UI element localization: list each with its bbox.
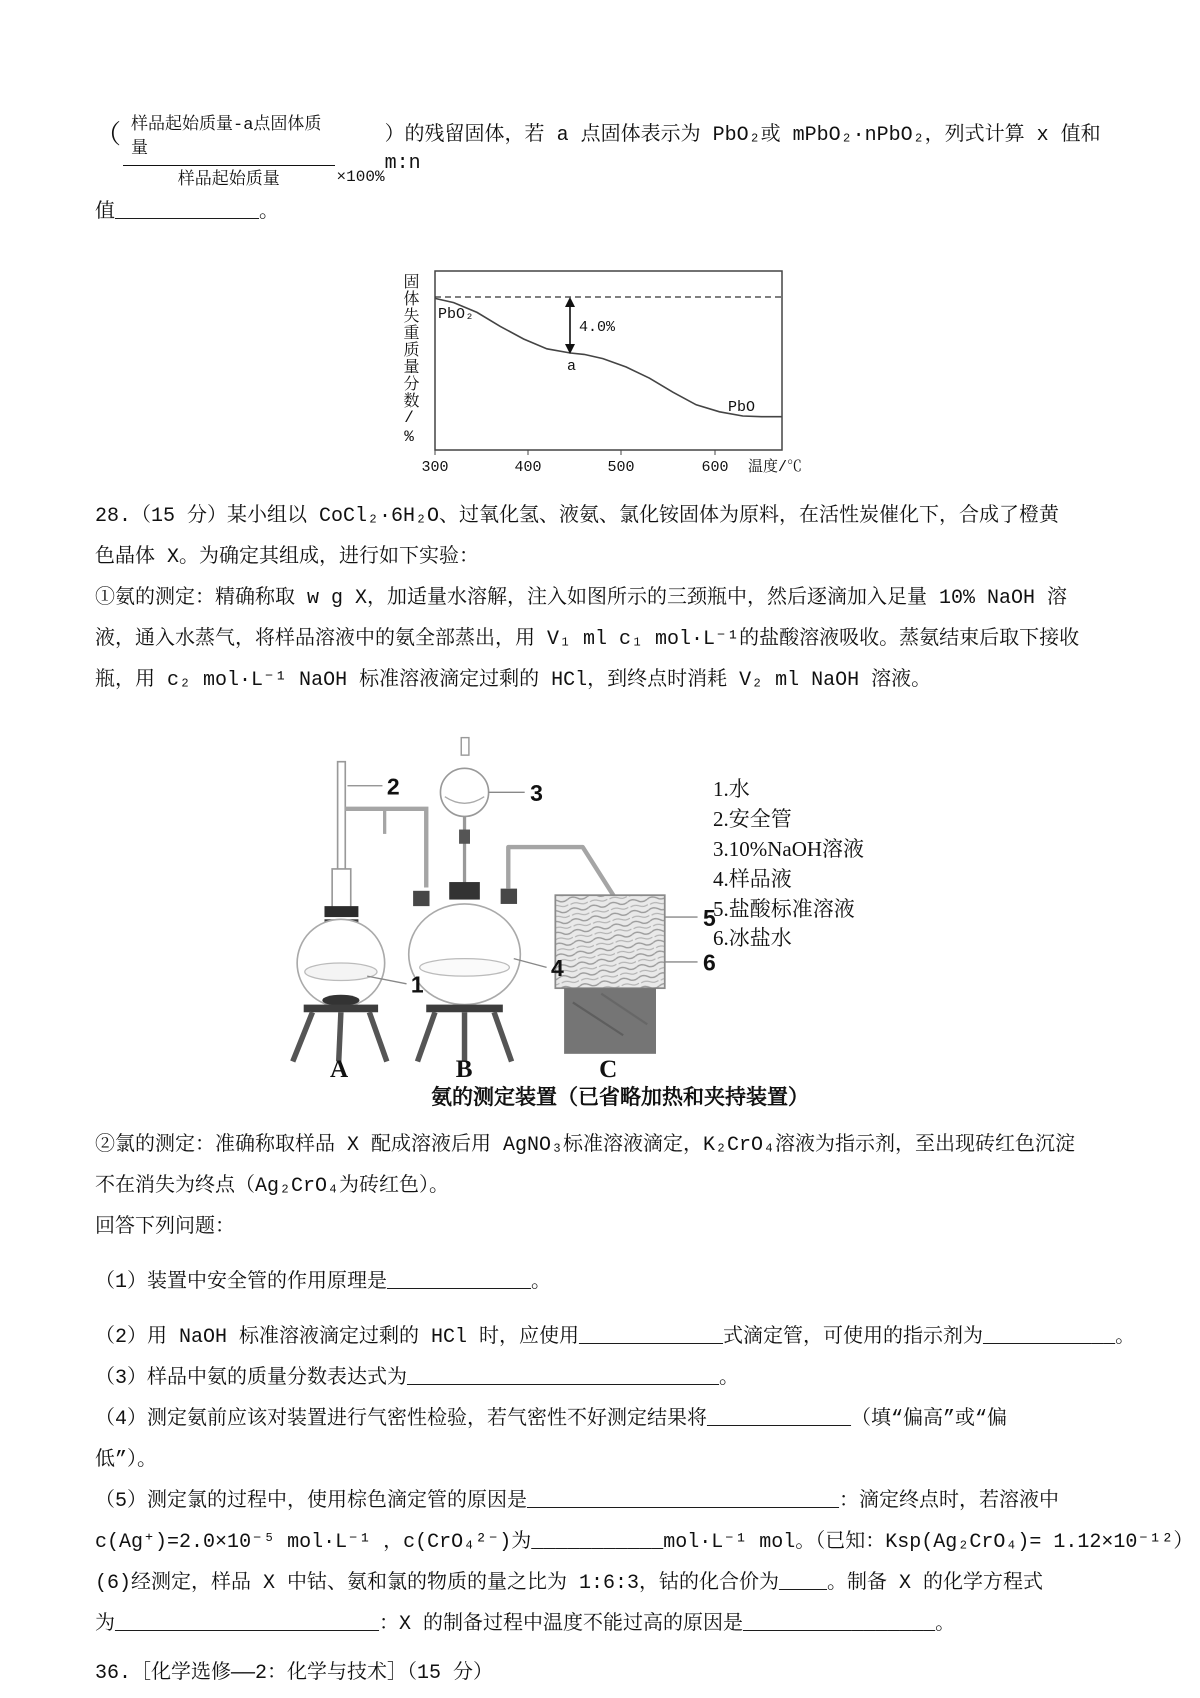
x-tick-600: 600 <box>701 459 729 477</box>
legend-item-5: 5.盐酸标准溶液 <box>713 896 855 921</box>
figure-legend <box>713 775 864 954</box>
funnel-top-tube <box>461 738 469 756</box>
pbo-label: PbO <box>728 399 756 417</box>
legend-item-1: 1.水 <box>713 777 750 802</box>
question-2: （2）用 NaOH 标准溶液滴定过剩的 HCl 时，应使用____________式滴定管，可使用的指示剂为___________。 <box>95 1326 1136 1350</box>
flask-B-center-stopper <box>449 882 480 900</box>
tripod-A-leg-mid <box>339 1013 341 1062</box>
legend-item-2: 2.安全管 <box>713 807 792 832</box>
flask-B-left-stopper <box>413 891 429 906</box>
x-tick-300: 300 <box>421 459 449 477</box>
flask-B-right-stopper <box>501 889 517 904</box>
x-tick-500: 500 <box>607 459 635 477</box>
chart-y-axis-label: 固体失重质量分数/% <box>400 273 418 448</box>
flask-B-body <box>409 904 521 1005</box>
formula-open-paren: （ <box>95 121 122 151</box>
q28-line1: 28.（15 分）某小组以 CoCl₂·6H₂O、过氧化氢、液氨、氯化铵固体为原料，在活性炭催化下，合成了橙黄 <box>95 505 1060 529</box>
question-6-line2: 为______________________：X 的制备过程中温度不能过高的原因是________________。 <box>95 1613 956 1637</box>
flask-A-water <box>305 963 377 981</box>
part-label-A: A <box>329 1056 349 1084</box>
fill-blank-value-line: 值____________。 <box>95 201 280 225</box>
safety-tube <box>338 762 346 871</box>
apparatus-figure <box>255 707 1108 1084</box>
legend-item-6: 6.冰盐水 <box>713 926 792 951</box>
callout-5: 5 <box>703 905 716 932</box>
q28-step1-line2: 液，通入水蒸气，将样品溶液中的氨全部蒸出，用 V₁ ml c₁ mol·L⁻¹的盐酸溶液吸收。蒸氨结束后取下接收 <box>95 628 1080 652</box>
figure-caption: 氨的测定装置（已省略加热和夹持装置） <box>431 1086 809 1110</box>
step2-line2: 不在消失为终点（Ag₂CrO₄为砖红色）。 <box>95 1175 450 1199</box>
part-label-C: C <box>599 1056 618 1084</box>
weight-loss-chart <box>390 243 870 488</box>
q28-line2: 色晶体 X。为确定其组成，进行如下实验： <box>95 546 480 570</box>
mass-loss-formula <box>95 112 1108 192</box>
tripod-B-leg-right <box>494 1013 512 1062</box>
callout-2: 2 <box>386 773 400 800</box>
tripod-B-top <box>426 1005 503 1013</box>
callout-4: 4 <box>550 955 564 982</box>
beaker-C-ice-bath <box>555 896 664 989</box>
funnel-stopcock <box>459 830 470 844</box>
fraction-numerator: 样品起始质量-a点固体质量 <box>123 112 335 166</box>
question-6-line1: (6)经测定，样品 X 中钴、氨和氯的物质的量之比为 1:6:3，钴的化合价为____。制备 X 的化学方程式 <box>95 1572 1044 1596</box>
question-4-line2: 低”）。 <box>95 1449 158 1473</box>
part-label-B: B <box>455 1056 473 1084</box>
tripod-A-leg-left <box>293 1013 313 1062</box>
tripod-A-top <box>304 1005 378 1013</box>
q28-step1-line3: 瓶，用 c₂ mol·L⁻¹ NaOH 标准溶液滴定过剩的 HCl，到终点时消耗 V₂ ml NaOH 溶液。 <box>95 669 932 693</box>
fraction-denominator: 样品起始质量 <box>177 170 280 190</box>
question-4-line1: （4）测定氨前应该对装置进行气密性检验，若气密性不好测定结果将____________（填“偏高”或“偏 <box>95 1408 1008 1432</box>
q36-heading: 36.［化学选修——2：化学与技术］（15 分） <box>95 1662 494 1686</box>
flask-A-neck <box>332 869 351 908</box>
x-tick-400: 400 <box>514 459 542 477</box>
pbo2-label: PbO₂ <box>438 306 475 324</box>
flask-B-sample-liquid <box>420 959 510 977</box>
beaker-C-group <box>555 896 697 1055</box>
x-axis-label: 温度/℃ <box>748 459 803 477</box>
answer-prompt: 回答下列问题： <box>95 1216 235 1240</box>
flask-A-group <box>293 762 426 1062</box>
formula-fraction <box>123 112 335 192</box>
dropping-funnel-bulb <box>440 769 488 817</box>
step2-line1: ②氯的测定：准确称取样品 X 配成溶液后用 AgNO₃标准溶液滴定，K₂CrO₄溶液为指示剂，至出现砖红色沉淀 <box>95 1134 1076 1158</box>
question-3: （3）样品中氨的质量分数表达式为__________________________。 <box>95 1367 740 1391</box>
question-1: （1）装置中安全管的作用原理是____________。 <box>95 1271 552 1295</box>
callout-3: 3 <box>530 780 543 807</box>
point-a-label: a <box>567 358 577 376</box>
chart-plot-area <box>390 243 870 488</box>
delta-arrow-head-up <box>565 297 575 307</box>
legend-item-3: 3.10%NaOH溶液 <box>713 837 865 862</box>
fraction-multiplier: ×100% <box>336 168 385 186</box>
callout-1: 1 <box>410 971 424 998</box>
formula-following-text: ）的残留固体，若 a 点固体表示为 PbO₂或 mPbO₂·nPbO₂，列式计算 x 值和 m:n <box>384 124 1101 175</box>
callout-6: 6 <box>703 950 716 977</box>
apparatus-drawing <box>255 707 716 1084</box>
flask-A-base-shadow <box>322 995 359 1006</box>
question-5-line1: （5）测定氯的过程中，使用棕色滴定管的原因是__________________________：滴定终点时，若溶液中 <box>95 1490 1060 1514</box>
legend-item-4: 4.样品液 <box>713 866 792 891</box>
question-5-line2: c(Ag⁺)=2.0×10⁻⁵ mol·L⁻¹ ，c(CrO₄²⁻)为___________mol·L⁻¹ mol。（已知：Ksp(Ag₂CrO₄)= 1.12×10⁻¹²） <box>95 1531 1194 1555</box>
tripod-A-leg-right <box>369 1013 387 1062</box>
flask-A-stopper-top <box>324 907 358 918</box>
delta-label: 4.0% <box>579 319 616 337</box>
q28-step1-line1: ①氨的测定：精确称取 w g X，加适量水溶解，注入如图所示的三颈瓶中，然后逐滴加入足量 10% NaOH 溶 <box>95 587 1068 611</box>
tripod-B-leg-left <box>417 1013 435 1062</box>
